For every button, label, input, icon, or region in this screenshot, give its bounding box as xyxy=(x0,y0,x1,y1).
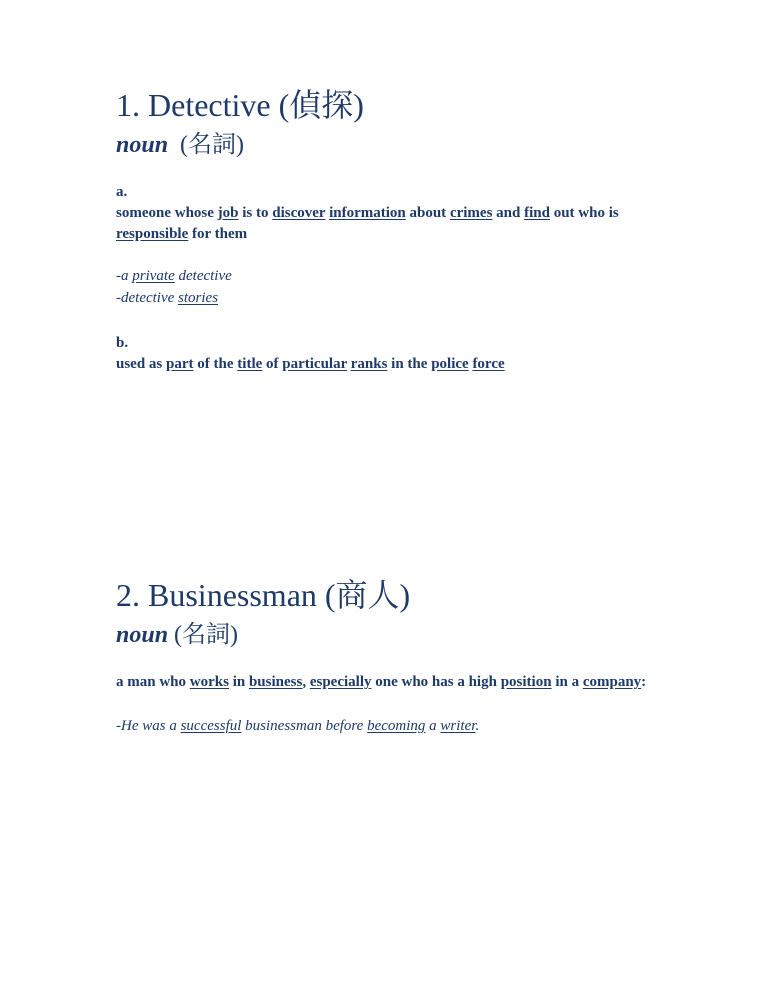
text-run: -a xyxy=(116,268,133,284)
text-run: someone whose xyxy=(116,205,218,221)
text-run: in xyxy=(228,674,249,690)
example-list xyxy=(116,265,676,309)
pos-chinese-label: (名詞) xyxy=(174,622,239,648)
linked-word[interactable]: title xyxy=(237,356,263,372)
linked-word[interactable]: company xyxy=(582,674,642,690)
pos-label: noun xyxy=(116,622,169,648)
linked-word[interactable]: ranks xyxy=(350,356,388,372)
text-run: of xyxy=(262,356,283,372)
linked-word[interactable]: find xyxy=(524,205,550,221)
sense-definition xyxy=(116,203,676,245)
text-run: and xyxy=(492,205,525,221)
linked-word[interactable]: especially xyxy=(309,674,372,690)
example-list xyxy=(116,715,676,737)
linked-word[interactable]: job xyxy=(217,205,239,221)
linked-word[interactable]: stories xyxy=(178,290,219,306)
text-run: for them xyxy=(188,226,248,242)
linked-word[interactable]: crimes xyxy=(449,205,493,221)
entry-headword: 1. Detective (偵探) xyxy=(116,87,364,123)
linked-word[interactable]: position xyxy=(500,674,552,690)
entry-businessman xyxy=(116,576,676,737)
linked-word[interactable]: information xyxy=(329,205,406,221)
pos-chinese-label: (名詞) xyxy=(180,132,245,158)
text-run: : xyxy=(641,674,647,690)
sense-b xyxy=(116,333,676,375)
example-sentence xyxy=(116,715,676,737)
sense-main xyxy=(116,672,676,737)
text-run: out who is xyxy=(549,205,619,221)
example-sentence xyxy=(116,265,676,287)
part-of-speech xyxy=(116,130,676,160)
linked-word[interactable]: force xyxy=(472,356,505,372)
linked-word[interactable]: successful xyxy=(180,718,242,734)
text-run: a man who xyxy=(116,674,190,690)
text-run: one who has a high xyxy=(371,674,501,690)
text-run: detective xyxy=(174,268,232,284)
sense-letter: b. xyxy=(116,335,129,351)
linked-word[interactable]: works xyxy=(189,674,229,690)
linked-word[interactable]: responsible xyxy=(116,226,189,242)
linked-word[interactable]: particular xyxy=(282,356,347,372)
text-run: in the xyxy=(387,356,432,372)
linked-word[interactable]: writer xyxy=(440,718,476,734)
pos-label: noun xyxy=(116,132,169,158)
example-sentence xyxy=(116,287,676,309)
sense-definition xyxy=(116,672,676,693)
part-of-speech xyxy=(116,620,676,650)
linked-word[interactable]: becoming xyxy=(367,718,426,734)
sense-a xyxy=(116,182,676,309)
text-run: is to xyxy=(238,205,273,221)
linked-word[interactable]: business xyxy=(248,674,303,690)
text-run: -He was a xyxy=(116,718,181,734)
text-run: in a xyxy=(551,674,583,690)
entry-headword: 2. Businessman (商人) xyxy=(116,577,411,613)
sense-letter: a. xyxy=(116,184,128,200)
linked-word[interactable]: part xyxy=(166,356,194,372)
sense-definition xyxy=(116,354,676,375)
text-run: , xyxy=(302,674,310,690)
text-run: businessman before xyxy=(241,718,368,734)
text-run: about xyxy=(405,205,450,221)
linked-word[interactable]: private xyxy=(132,268,175,284)
linked-word[interactable]: police xyxy=(431,356,469,372)
text-run: used as xyxy=(116,356,167,372)
linked-word[interactable]: discover xyxy=(272,205,326,221)
entry-detective xyxy=(116,86,676,375)
text-run: -detective xyxy=(116,290,179,306)
text-run: a xyxy=(425,718,441,734)
text-run: . xyxy=(475,718,480,734)
text-run: of the xyxy=(193,356,238,372)
